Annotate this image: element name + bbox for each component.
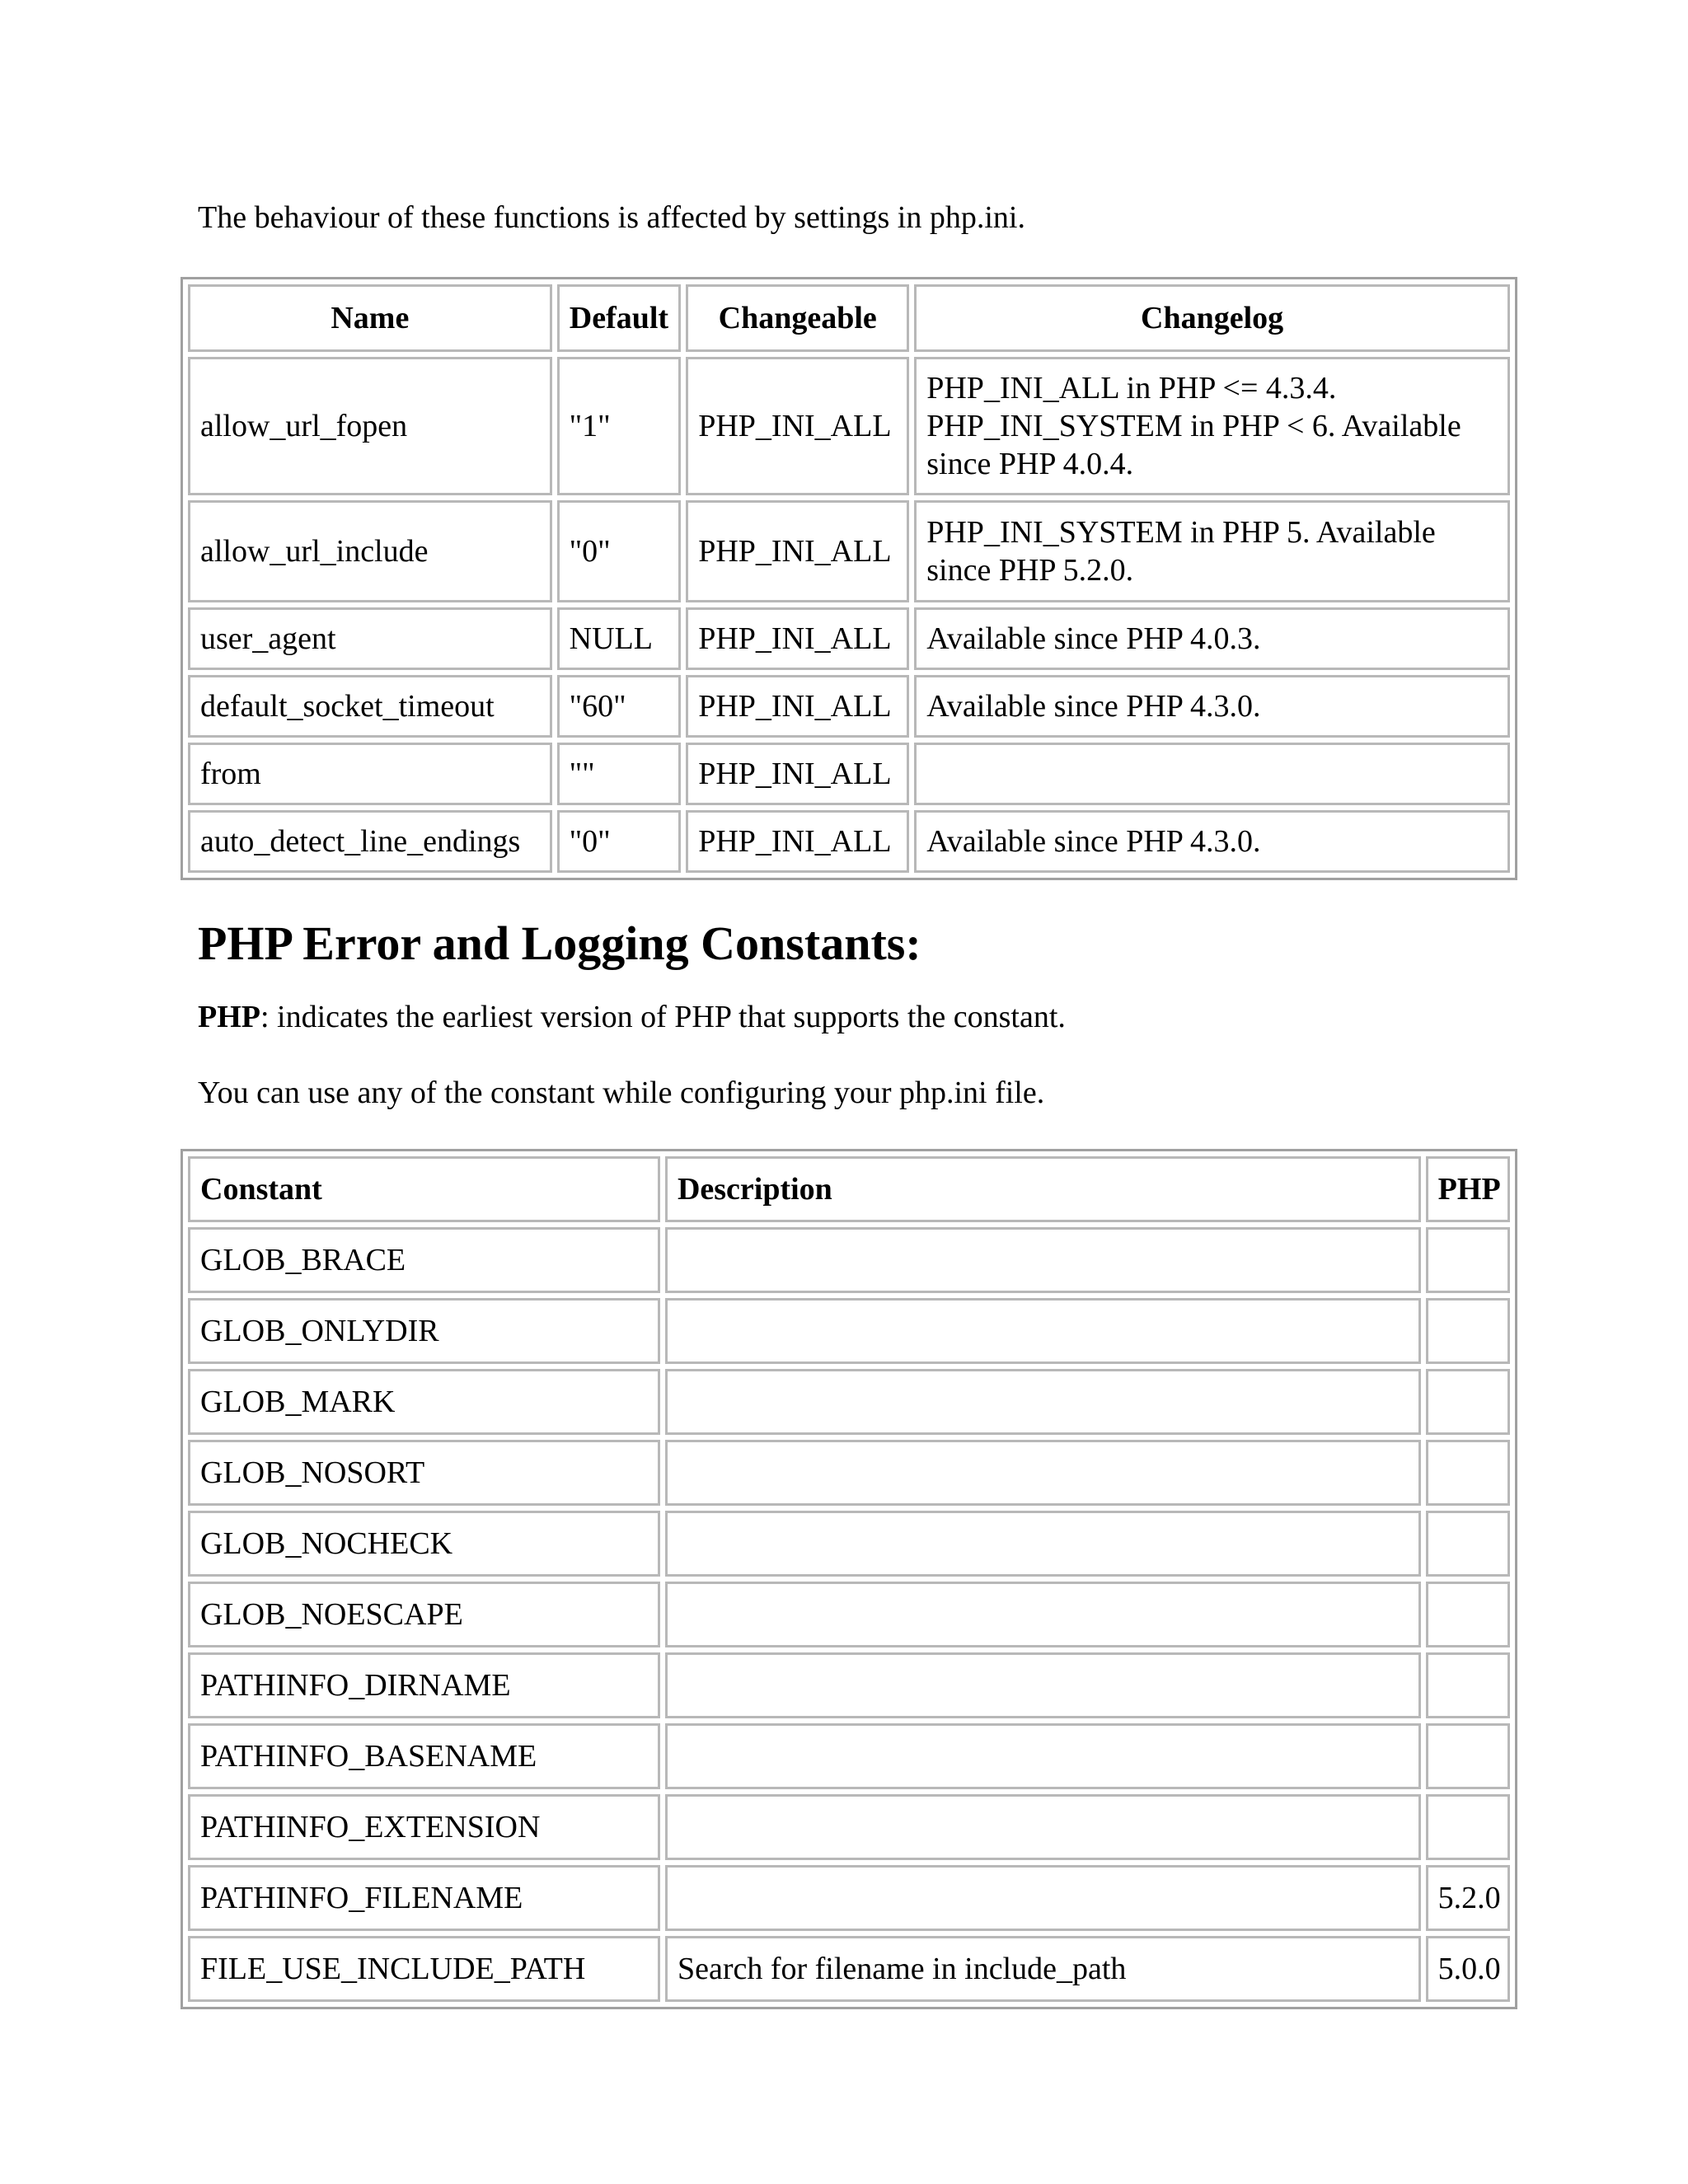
setting-changeable: PHP_INI_ALL bbox=[686, 357, 909, 495]
setting-changeable: PHP_INI_ALL bbox=[686, 607, 909, 670]
table-row bbox=[188, 1440, 1510, 1506]
ini-header-row bbox=[188, 284, 1510, 352]
constant-name: PATHINFO_DIRNAME bbox=[188, 1652, 660, 1718]
setting-default: "1" bbox=[557, 357, 682, 495]
constant-description bbox=[665, 1652, 1421, 1718]
setting-name: user_agent bbox=[188, 607, 552, 670]
setting-changeable: PHP_INI_ALL bbox=[686, 675, 909, 738]
setting-changelog: PHP_INI_ALL in PHP <= 4.3.4. PHP_INI_SYSTEM in PHP < 6. Available since PHP 4.0.4. bbox=[914, 357, 1510, 495]
constant-php-version bbox=[1426, 1227, 1510, 1293]
constant-php-version bbox=[1426, 1723, 1510, 1789]
constants-header-row bbox=[188, 1156, 1510, 1222]
constant-description bbox=[665, 1440, 1421, 1506]
constant-php-version bbox=[1426, 1652, 1510, 1718]
constant-description bbox=[665, 1511, 1421, 1577]
constant-php-version bbox=[1426, 1298, 1510, 1364]
table-row bbox=[188, 1936, 1510, 2002]
header-php: PHP bbox=[1426, 1156, 1510, 1222]
setting-changeable: PHP_INI_ALL bbox=[686, 743, 909, 805]
setting-changeable: PHP_INI_ALL bbox=[686, 810, 909, 873]
constant-description bbox=[665, 1298, 1421, 1364]
setting-changelog: Available since PHP 4.3.0. bbox=[914, 810, 1510, 873]
constant-name: GLOB_BRACE bbox=[188, 1227, 660, 1293]
setting-name: allow_url_include bbox=[188, 500, 552, 602]
setting-name: default_socket_timeout bbox=[188, 675, 552, 738]
setting-default: "0" bbox=[557, 810, 682, 873]
header-changeable: Changeable bbox=[686, 284, 909, 352]
constant-name: PATHINFO_EXTENSION bbox=[188, 1794, 660, 1860]
setting-name: auto_detect_line_endings bbox=[188, 810, 552, 873]
setting-default: "" bbox=[557, 743, 682, 805]
ini-settings-table bbox=[181, 277, 1517, 880]
constant-name: PATHINFO_FILENAME bbox=[188, 1865, 660, 1931]
usage-note: You can use any of the constant while configuring your php.ini file. bbox=[198, 1076, 1045, 1110]
header-description: Description bbox=[665, 1156, 1421, 1222]
setting-changelog: Available since PHP 4.3.0. bbox=[914, 675, 1510, 738]
php-note-text: : indicates the earliest version of PHP that supports the constant. bbox=[260, 1000, 1066, 1034]
constant-name: GLOB_NOESCAPE bbox=[188, 1582, 660, 1647]
setting-default: "60" bbox=[557, 675, 682, 738]
constant-description: Search for filename in include_path bbox=[665, 1936, 1421, 2002]
setting-default: NULL bbox=[557, 607, 682, 670]
section-heading: PHP Error and Logging Constants: bbox=[198, 916, 921, 970]
constant-php-version bbox=[1426, 1582, 1510, 1647]
table-row bbox=[188, 1794, 1510, 1860]
constant-name: GLOB_ONLYDIR bbox=[188, 1298, 660, 1364]
setting-changelog: Available since PHP 4.0.3. bbox=[914, 607, 1510, 670]
table-row bbox=[188, 357, 1510, 495]
php-note bbox=[198, 997, 1500, 1037]
header-changelog: Changelog bbox=[914, 284, 1510, 352]
document-page bbox=[198, 198, 1500, 2009]
constant-name: GLOB_NOSORT bbox=[188, 1440, 660, 1506]
table-row bbox=[188, 1227, 1510, 1293]
table-row bbox=[188, 1369, 1510, 1435]
table-row bbox=[188, 1298, 1510, 1364]
constant-php-version: 5.2.0 bbox=[1426, 1865, 1510, 1931]
constant-php-version: 5.0.0 bbox=[1426, 1936, 1510, 2002]
constant-description bbox=[665, 1794, 1421, 1860]
setting-name: from bbox=[188, 743, 552, 805]
constant-description bbox=[665, 1227, 1421, 1293]
constants-table bbox=[181, 1149, 1517, 2009]
setting-default: "0" bbox=[557, 500, 682, 602]
table-row bbox=[188, 607, 1510, 670]
constant-name: GLOB_MARK bbox=[188, 1369, 660, 1435]
constant-name: PATHINFO_BASENAME bbox=[188, 1723, 660, 1789]
constant-description bbox=[665, 1865, 1421, 1931]
constant-name: FILE_USE_INCLUDE_PATH bbox=[188, 1936, 660, 2002]
constant-description bbox=[665, 1582, 1421, 1647]
table-row bbox=[188, 1723, 1510, 1789]
constant-php-version bbox=[1426, 1369, 1510, 1435]
constant-description bbox=[665, 1369, 1421, 1435]
setting-changelog bbox=[914, 743, 1510, 805]
constant-name: GLOB_NOCHECK bbox=[188, 1511, 660, 1577]
setting-changelog: PHP_INI_SYSTEM in PHP 5. Available since PHP 5.2.0. bbox=[914, 500, 1510, 602]
table-row bbox=[188, 743, 1510, 805]
table-row bbox=[188, 1865, 1510, 1931]
table-row bbox=[188, 1582, 1510, 1647]
header-name: Name bbox=[188, 284, 552, 352]
header-constant: Constant bbox=[188, 1156, 660, 1222]
constant-php-version bbox=[1426, 1440, 1510, 1506]
constant-description bbox=[665, 1723, 1421, 1789]
constant-php-version bbox=[1426, 1794, 1510, 1860]
php-note-label: PHP bbox=[198, 1000, 260, 1034]
constant-php-version bbox=[1426, 1511, 1510, 1577]
intro-text: The behaviour of these functions is affected by settings in php.ini. bbox=[198, 200, 1025, 235]
table-row bbox=[188, 810, 1510, 873]
setting-name: allow_url_fopen bbox=[188, 357, 552, 495]
table-row bbox=[188, 1511, 1510, 1577]
header-default: Default bbox=[557, 284, 682, 352]
table-row bbox=[188, 500, 1510, 602]
table-row bbox=[188, 675, 1510, 738]
table-row bbox=[188, 1652, 1510, 1718]
setting-changeable: PHP_INI_ALL bbox=[686, 500, 909, 602]
